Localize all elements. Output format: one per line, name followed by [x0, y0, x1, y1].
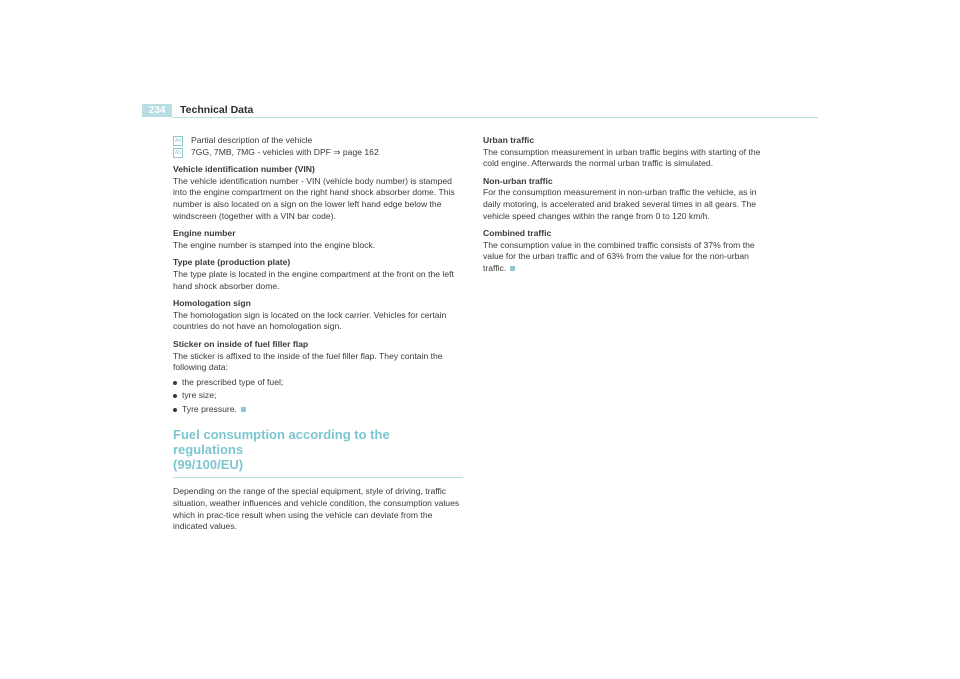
combined-text: The consumption value in the combined traffic consists of 37% from the value for the urban traffic and of 63% from the value for the non-urban traffic.: [483, 239, 755, 273]
page-number: 234: [142, 104, 172, 117]
left-column: [173, 135, 463, 533]
list-item: Tyre pressure.: [173, 404, 463, 416]
sticker-bullet-list: [173, 377, 463, 416]
sticker-text: The sticker is affixed to the inside of the fuel filler flap. They contain the following data:: [173, 350, 443, 373]
sticker-heading: Sticker on inside of fuel filler flap: [173, 338, 309, 349]
vin-heading: Vehicle identification number (VIN): [173, 164, 315, 175]
non-urban-text: For the consumption measurement in non-urban traffic the vehicle, as in daily motoring, is accelerated and braked several times in all gears. The vehicle speed changes within the range from 0 to 120 km/h.: [483, 187, 757, 221]
marker-row-a4: [173, 135, 463, 147]
combined-heading: Combined traffic: [483, 228, 552, 239]
section-title: [173, 427, 463, 478]
page-header-title: Technical Data: [180, 104, 254, 116]
urban-heading: Urban traffic: [483, 135, 535, 145]
homologation-text: The homologation sign is located on the lock carrier. Vehicles for certain countries do not have an homologation sign.: [173, 309, 447, 332]
section-body-text: Depending on the range of the special equipment, style of driving, traffic situation, weather influences and vehicle condition, the consumption values which in prac-tice result when using the vehicle can deviate from the indicated values.: [173, 486, 460, 532]
bullet-icon: [173, 381, 177, 385]
section-title-line2: (99/100/EU): [173, 457, 244, 473]
urban-text: The consumption measurement in urban traffic begins with starting of the cold engine. Afterwards the normal urban traffic is simulated.: [483, 146, 761, 169]
homologation-heading: Homologation sign: [173, 298, 251, 309]
marker-a5-icon: A5: [174, 149, 182, 156]
non-urban-heading: Non-urban traffic: [483, 175, 553, 186]
marker-a5-text: 7GG, 7MB, 7MG - vehicles with DPF ⇒ page 162: [191, 146, 379, 157]
list-item: the prescribed type of fuel;: [173, 377, 463, 389]
bullet-icon: [173, 408, 177, 412]
list-item: tyre size;: [173, 390, 463, 402]
type-plate-heading: Type plate (production plate): [173, 257, 291, 268]
bullet-icon: [173, 394, 177, 398]
marker-row-a5: [173, 147, 463, 159]
section-title-line1: Fuel consumption according to the regulations: [173, 427, 390, 458]
engine-heading: Engine number: [173, 228, 236, 239]
end-of-section-icon: [510, 266, 515, 271]
vin-text: The vehicle identification number - VIN (vehicle body number) is stamped into the engine compartment on the right hand shock absorber dome. This number is also located on a sign on the lower left hand edge below the windscreen (together with a VIN bar code).: [173, 175, 455, 221]
combined-text-wrap: [483, 240, 773, 275]
marker-a4-text: Partial description of the vehicle: [191, 135, 313, 145]
marker-a4-icon: A4: [174, 138, 182, 144]
engine-text: The engine number is stamped into the engine block.: [173, 239, 376, 250]
type-plate-text: The type plate is located in the engine compartment at the front on the left hand shock absorber dome.: [173, 268, 454, 291]
header-rule: [172, 117, 818, 118]
right-column: [483, 135, 773, 275]
end-of-section-icon: [241, 407, 246, 412]
